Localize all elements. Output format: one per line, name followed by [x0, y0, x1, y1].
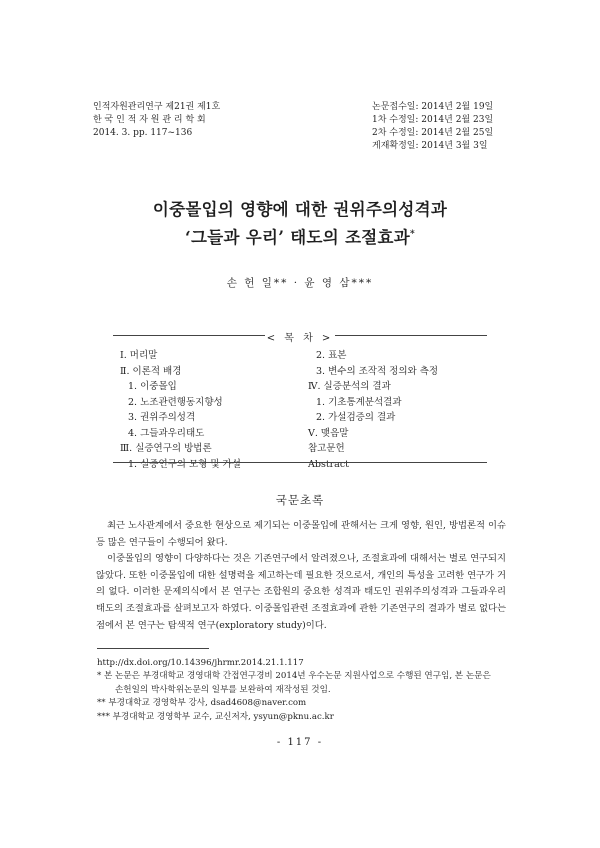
- toc-column-left: [120, 348, 241, 472]
- date-received: 논문접수일: 2014년 2월 19일: [372, 102, 494, 112]
- paper-title-line-2: [0, 224, 600, 248]
- toc-item: Ⅳ. 실증분석의 결과: [308, 381, 391, 392]
- toc-item: 1. 기초통계분석결과: [316, 396, 402, 408]
- abstract-paragraph-1: 최근 노사관계에서 중요한 현상으로 제기되는 이중몰입에 관해서는 크게 영향, 원인, 방법론적 이슈 등 많은 연구들이 수행되어 왔다.: [96, 520, 506, 548]
- toc-item: Ⅴ. 맺음말: [308, 427, 349, 439]
- toc-heading: [113, 329, 487, 344]
- toc-item: 4. 그들과우리태도: [128, 427, 205, 439]
- journal-name: 인적자원관리연구 제21권 제1호: [93, 102, 221, 112]
- toc-item: 2. 표본: [316, 350, 347, 361]
- toc-column-right: [308, 348, 438, 472]
- toc-rule-right: [335, 335, 487, 336]
- author-line: 손 헌 일** · 윤 영 삼***: [226, 277, 374, 289]
- journal-society: 한 국 인 적 자 원 관 리 학 회: [93, 115, 206, 125]
- abstract-heading: 국문초록: [275, 493, 325, 507]
- title-footnote-mark: *: [410, 229, 416, 240]
- abstract-paragraph-2: 이중몰입의 영향이 다양하다는 것은 기존연구에서 알려졌으나, 조절효과에 대해서는 별로 연구되지 않았다. 또한 이중몰입에 대한 설명력을 제고하는데 필요한 것으로서, 개인의 특성을 고려한 연구가 거의 없다. 이러한 문제의식에서 본 연구는 조합원의 중요한 성격과 태도인 권위주의성격과 그들과우리태도의 조절효과를 살펴보고자 하였다. 이중몰입관련 조절효과에 관한 기존연구의 결과가 별로 없다는 점에서 본 연구는 탐색적 연구(exploratory study)이다.: [96, 553, 506, 631]
- page-number: - 117 -: [276, 737, 324, 748]
- footnote-rule: [97, 648, 209, 649]
- toc-item: 2. 노조관련행동지향성: [128, 396, 223, 408]
- footnote-line: ** 부경대학교 경영학부 강사, dsad4608@naver.com: [97, 698, 307, 709]
- footnote-line: *** 부경대학교 경영학부 교수, 교신저자, ysyun@pknu.ac.kr: [97, 711, 334, 722]
- toc-item: Ⅱ. 이론적 배경: [120, 365, 182, 377]
- footnote-line: * 본 논문은 부경대학교 경영대학 간접연구경비 2014년 우수논문 지원사업으로 수행된 연구임, 본 논문은: [97, 671, 491, 682]
- toc-item: Ⅰ. 머리말: [120, 350, 158, 361]
- toc-item: 3. 권위주의성격: [128, 412, 196, 423]
- journal-info: [93, 101, 220, 140]
- toc-item: 3. 변수의 조작적 정의와 측정: [316, 365, 439, 377]
- paper-title-line-1: 이중몰입의 영향에 대한 권위주의성격과: [152, 200, 448, 219]
- toc-item: 2. 가설검증의 결과: [316, 412, 396, 423]
- footnotes: [97, 657, 507, 724]
- toc-bottom-rule: [113, 462, 487, 463]
- footnote-line: 손헌일의 박사학위논문의 일부를 보완하여 재작성된 것임.: [115, 684, 331, 695]
- journal-issue: 2014. 3. pp. 117~136: [93, 128, 193, 138]
- submission-dates: [372, 101, 493, 153]
- toc-rule-left: [113, 335, 265, 336]
- title-line-2-text: ‘그들과 우리’ 태도의 조절효과: [184, 228, 411, 247]
- date-accepted: 게재확정일: 2014년 3월 3일: [372, 141, 488, 151]
- toc-item: 참고문헌: [308, 443, 345, 454]
- footnote-line: http://dx.doi.org/10.14396/jhrmr.2014.21.1.117: [97, 658, 304, 668]
- toc-item: 1. 실증연구의 모형 및 가설: [128, 458, 241, 470]
- date-revision-2: 2차 수정일: 2014년 2월 25일: [372, 128, 494, 138]
- abstract-body: [96, 518, 506, 634]
- date-revision-1: 1차 수정일: 2014년 2월 23일: [372, 115, 494, 125]
- toc-heading-label: < 목 차 >: [266, 333, 334, 344]
- toc-item: Abstract: [308, 458, 349, 470]
- toc-item: Ⅲ. 실증연구의 방법론: [120, 443, 212, 454]
- toc-item: 1. 이중몰입: [128, 381, 177, 392]
